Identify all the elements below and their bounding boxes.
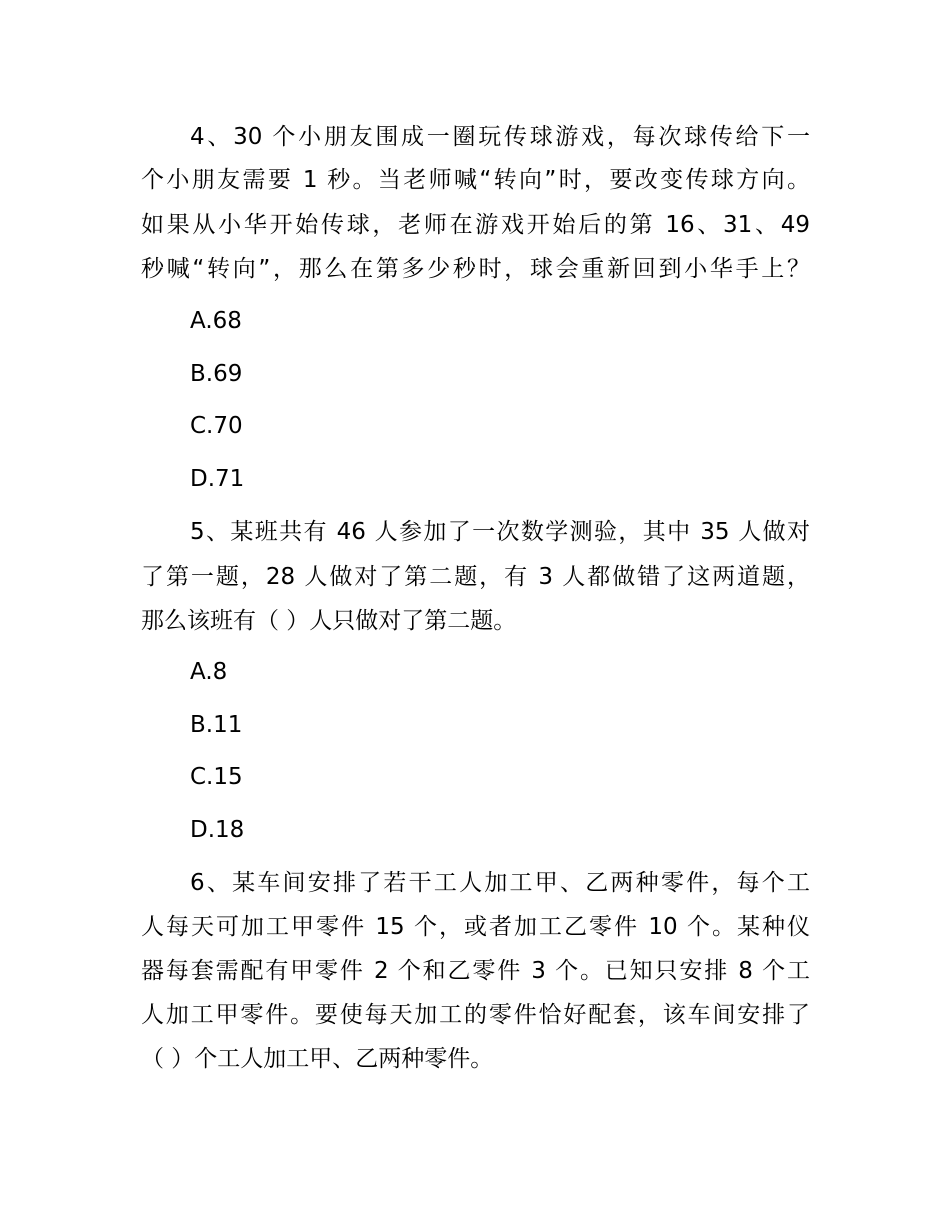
question-text-line: 器每套需配有甲零件 2 个和乙零件 3 个。已知只安排 8 个工 [141,958,810,984]
option-a: A.68 [190,308,242,334]
question-text-line: （ ）个工人加工甲、乙两种零件。 [141,1046,494,1072]
question-text-line: 6、某车间安排了若干工人加工甲、乙两种零件，每个工 [190,870,810,896]
option-d: D.18 [190,817,245,843]
option-b: B.69 [190,361,243,387]
option-d: D.71 [190,466,245,492]
question-text-line: 如果从小华开始传球，老师在游戏开始后的第 16、31、49 [141,212,810,238]
option-c: C.15 [190,764,243,790]
question-text-line: 秒喊“转向”，那么在第多少秒时，球会重新回到小华手上？ [141,256,810,282]
option-a: A.8 [190,659,228,685]
option-c: C.70 [190,413,243,439]
option-b: B.11 [190,712,243,738]
question-text-line: 人每天可加工甲零件 15 个，或者加工乙零件 10 个。某种仪 [141,914,810,940]
question-text-line: 了第一题，28 人做对了第二题，有 3 人都做错了这两道题， [141,564,810,590]
question-text-line: 人加工甲零件。要使每天加工的零件恰好配套，该车间安排了 [141,1002,810,1028]
question-text-line: 那么该班有（ ）人只做对了第二题。 [141,608,517,634]
question-text-line: 4、30 个小朋友围成一圈玩传球游戏，每次球传给下一 [190,124,810,150]
question-text-line: 5、某班共有 46 人参加了一次数学测验，其中 35 人做对 [190,519,810,545]
question-text-line: 个小朋友需要 1 秒。当老师喊“转向”时，要改变传球方向。 [141,167,810,193]
